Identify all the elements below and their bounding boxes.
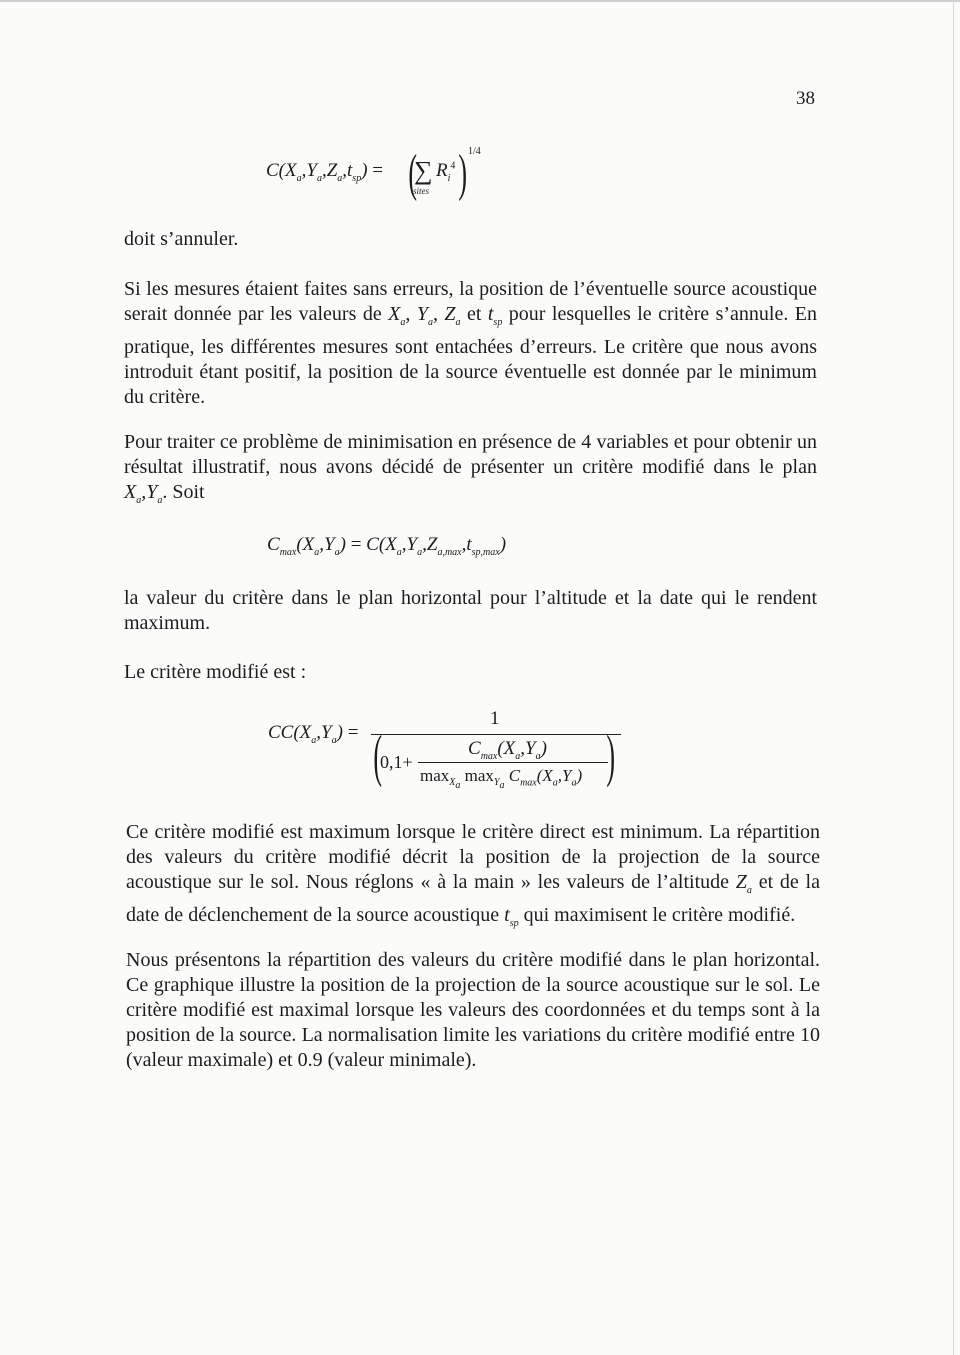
constant-term: 0,1+ [380, 752, 413, 772]
sum-symbol: ∑ [414, 156, 433, 185]
equation-cmax: $C_{max}(X_a,Y_a) = C(X_a,Y_a,Z_{a,max},t_{sp,max})$ [267, 534, 507, 558]
paragraph: Ce critère modifié est maximum lorsque le critère direct est minimum. La répartition des valeurs du critère modifié décrit la position de la projection de la source acoustique sur le sol. Nous réglons « à la main » les valeurs de l’altitude $Z_a$ et de la date de déclenchement de la source acoustique $t_{sp}$ qui maximisent le critère modifié. [126, 821, 820, 929]
sum-index: sites [413, 186, 430, 196]
paragraph: Nous présentons la répartition des valeurs du critère modifié dans le plan horizontal. Ce graphique illustre la position de la projection de la source acoustique sur le sol. Le critère modifié est maximal lorsque les valeurs des coordonnées et du temps sont à la position de la source. La normalisation limite les variations du critère modifié entre 10 (valeur maximale) et 0.9 (valeur minimale). [126, 949, 820, 1071]
fraction-numerator: 1 [490, 708, 500, 729]
sum-term: $R_i^4$ [436, 160, 456, 184]
paragraph: la valeur du critère dans le plan horizontal pour l’altitude et la date qui le rendent maximum. [124, 587, 817, 634]
equation-modified-criterion [268, 708, 628, 798]
paragraph: Le critère modifié est : [124, 661, 307, 683]
right-paren: ) [606, 723, 616, 788]
paragraph: Si les mesures étaient faites sans erreurs, la position de l’éventuelle source acoustique serait donnée par les valeurs de $X_a$, $Y_a$, $Z_a$ et $t_{sp}$ pour lesquelles le critère s’annule. En pratique, les différentes mesures sont entachées d’erreurs. Le critère que nous avons introduit étant positif, la position de la source éventuelle est donnée par le minimum du critère. [124, 278, 818, 408]
page-top-edge [0, 0, 960, 2]
inner-denominator: $\max_{X_a} \max_{Y_a} C_{max}(X_a,Y_a)$ [420, 766, 583, 792]
paragraph: doit s’annuler. [124, 228, 239, 250]
fraction-bar [371, 734, 621, 735]
left-paren: ( [373, 723, 383, 788]
paragraph: Pour traiter ce problème de minimisation en présence de 4 variables et pour obtenir un résultat illustratif, nous avons décidé de présenter un critère modifié dans le plan $X_a,Y_a$. Soit [124, 431, 817, 506]
text-segment: Si les mesures étaient faites sans erreurs, la position de l’éventuelle source acoustique serait donnée par les valeurs de [124, 278, 817, 325]
inner-numerator: $C_{max}(X_a,Y_a)$ [468, 738, 547, 762]
right-paren: ) [458, 145, 467, 202]
page-number: 38 [796, 88, 815, 109]
equation-lhs: $CC(X_a,Y_a)$ = [268, 722, 359, 746]
inner-fraction-bar [418, 762, 608, 763]
exponent: 1/4 [468, 146, 481, 157]
equation-lhs: $C(X_a,Y_a,Z_a,t_{sp})$ = [266, 160, 383, 184]
page-right-edge [953, 0, 954, 1355]
left-paren: ( [408, 145, 417, 202]
